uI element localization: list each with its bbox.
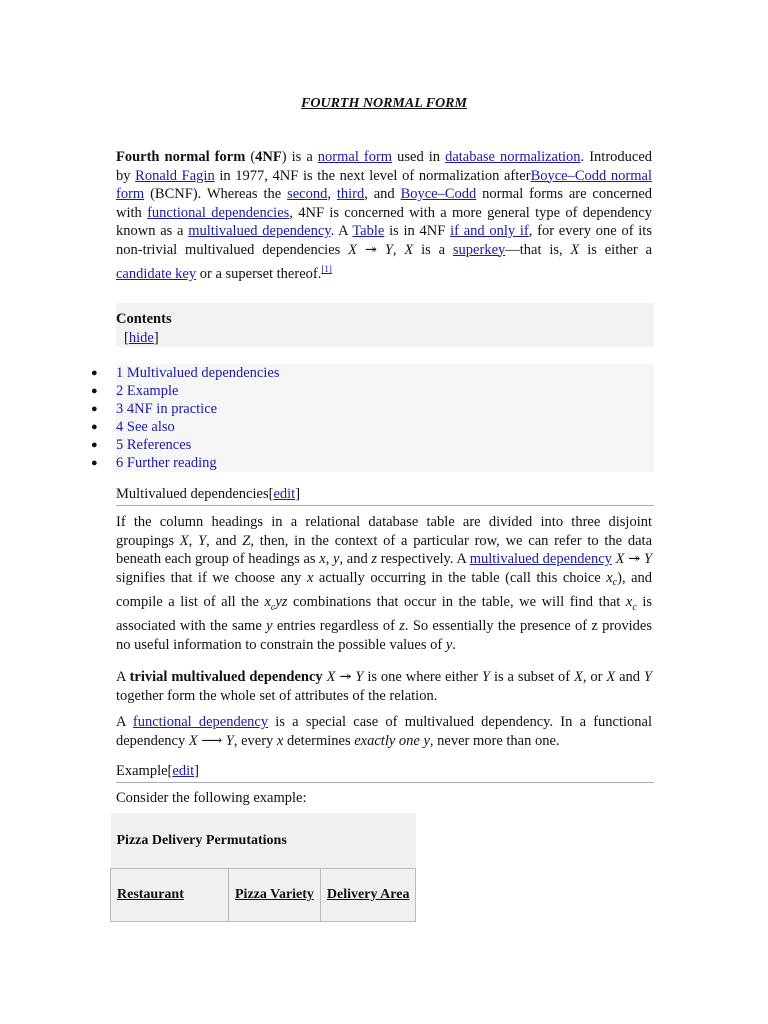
bracket: [ bbox=[268, 486, 274, 502]
text: and bbox=[615, 669, 644, 685]
text: —that is, bbox=[505, 241, 571, 258]
text: , or bbox=[582, 669, 607, 685]
text: A bbox=[116, 714, 133, 730]
text: together form the whole set of attributes of the relation. bbox=[116, 687, 438, 704]
multivalued-paragraph bbox=[116, 513, 652, 654]
text: entries regardless of bbox=[272, 618, 400, 635]
toc-item[interactable] bbox=[91, 418, 654, 436]
toc-item-label: 3 4NF in practice bbox=[116, 401, 218, 417]
toc-hide-toggle bbox=[124, 330, 159, 347]
math: x bbox=[319, 551, 326, 567]
text: normal forms are concerned with bbox=[116, 186, 653, 221]
functional-dependency-paragraph bbox=[116, 713, 652, 750]
link-table[interactable]: Table bbox=[352, 223, 385, 239]
reference-link-1[interactable]: [1] bbox=[321, 264, 332, 274]
intro-paragraph bbox=[116, 148, 652, 283]
toc-item[interactable] bbox=[91, 436, 654, 454]
text: is a bbox=[413, 241, 453, 258]
text: combinations that occur in the table, we will find that bbox=[287, 593, 626, 610]
link-second[interactable]: second bbox=[287, 186, 328, 202]
toc-list bbox=[91, 364, 654, 472]
text: is one where either bbox=[363, 669, 482, 685]
math: yz bbox=[275, 593, 288, 610]
toc-item[interactable] bbox=[91, 400, 654, 418]
link-boyce-codd[interactable]: Boyce–Codd bbox=[400, 186, 477, 202]
math: z bbox=[399, 618, 405, 635]
bracket: ] bbox=[153, 330, 159, 346]
text: or a superset thereof. bbox=[196, 265, 322, 282]
text: , bbox=[392, 241, 405, 258]
edit-link[interactable]: edit bbox=[172, 763, 195, 779]
math: X bbox=[606, 669, 616, 685]
toc-item-label: 1 Multivalued dependencies bbox=[116, 365, 280, 381]
toc-item-label: 6 Further reading bbox=[116, 455, 217, 471]
text: , then, in the context of a particular row, we can refer to the data beneath each group of headings as bbox=[116, 532, 653, 567]
text: , bbox=[327, 186, 337, 202]
table-header-row bbox=[111, 869, 416, 922]
math: X bbox=[573, 669, 583, 685]
bracket: ] bbox=[295, 486, 301, 502]
text: used in bbox=[392, 149, 446, 165]
link-normal-form[interactable]: normal form bbox=[317, 149, 393, 165]
link-functional-dependency[interactable]: functional dependency bbox=[132, 714, 269, 730]
text: signifies that if we choose any bbox=[116, 569, 307, 586]
link-candidate-key[interactable]: candidate key bbox=[116, 265, 197, 282]
text: , bbox=[325, 551, 334, 567]
edit-link[interactable]: edit bbox=[273, 486, 296, 502]
section-heading-example bbox=[116, 763, 654, 783]
math: x bbox=[606, 569, 613, 586]
term-trivial-mvd: trivial multivalued dependency bbox=[129, 669, 323, 685]
bullet-icon: ● bbox=[91, 457, 98, 469]
bullet-icon: ● bbox=[91, 439, 98, 451]
math: X ↠ Y bbox=[611, 551, 653, 567]
toc-item-label: 2 Example bbox=[116, 383, 179, 399]
section-heading-text: Multivalued dependencies bbox=[116, 486, 269, 502]
math-subscript: c bbox=[612, 577, 618, 589]
math: X ⟶ Y bbox=[188, 732, 234, 749]
math: Z bbox=[242, 532, 251, 549]
link-database-normalization[interactable]: database normalization bbox=[445, 149, 581, 165]
text: , never more than one. bbox=[429, 732, 560, 749]
pizza-table bbox=[110, 813, 416, 922]
text: , and bbox=[339, 551, 372, 567]
text: is in 4NF bbox=[384, 223, 451, 239]
link-functional-dependencies[interactable]: functional dependencies bbox=[147, 204, 290, 221]
text: If the column headings in a relational database table are divided into three disjoint groupings bbox=[116, 514, 652, 549]
text: . Introduced by bbox=[116, 149, 653, 184]
table-caption: Pizza Delivery Permutations bbox=[111, 813, 416, 869]
text: A bbox=[116, 669, 130, 685]
math: z bbox=[371, 551, 378, 567]
section-heading-text: Example bbox=[116, 763, 168, 779]
math: X bbox=[179, 532, 189, 549]
toc-item-label: 4 See also bbox=[116, 419, 175, 435]
text: is a subset of bbox=[490, 669, 574, 685]
text: (BCNF). Whereas the bbox=[144, 186, 288, 202]
text: determines bbox=[283, 732, 355, 749]
bracket: ] bbox=[194, 763, 199, 779]
column-header-delivery-area[interactable]: Delivery Area bbox=[320, 869, 416, 922]
toc-item[interactable] bbox=[91, 364, 654, 382]
toc-item-label: 5 References bbox=[116, 437, 192, 453]
document-title: FOURTH NORMAL FORM bbox=[301, 96, 467, 111]
text: , 4NF is concerned with a more general type of dependency known as a bbox=[116, 204, 652, 239]
column-header-restaurant[interactable]: Restaurant bbox=[111, 869, 229, 922]
math-subscript: c bbox=[270, 601, 276, 613]
link-if-and-only-if[interactable]: if and only if bbox=[450, 223, 529, 239]
text: ), and compile a list of all the bbox=[116, 569, 653, 610]
math-x: X bbox=[570, 241, 580, 258]
text: . A bbox=[330, 223, 353, 239]
bullet-icon: ● bbox=[91, 367, 98, 379]
text: is either a bbox=[579, 241, 653, 258]
link-multivalued-dependency-2[interactable]: multivalued dependency bbox=[469, 551, 612, 567]
link-third[interactable]: third bbox=[336, 186, 365, 202]
text: . So essentially the presence of z provides no useful information to constrain the possible values of bbox=[116, 618, 653, 653]
toc-hide-link[interactable]: hide bbox=[128, 330, 154, 346]
text: ( bbox=[245, 149, 256, 165]
toc-title: Contents bbox=[116, 311, 172, 327]
math: x bbox=[306, 569, 314, 586]
text: in 1977, 4NF is the next level of normalization after bbox=[214, 167, 531, 184]
math: Y bbox=[481, 669, 491, 685]
term-4nf: Fourth normal form bbox=[116, 149, 246, 165]
math-subscript: c bbox=[632, 601, 637, 613]
text: , and bbox=[206, 532, 243, 549]
column-header-pizza-variety[interactable]: Pizza Variety bbox=[229, 869, 321, 922]
math-x: X bbox=[404, 241, 414, 258]
trivial-paragraph bbox=[116, 668, 652, 705]
text: is a special case of multivalued dependency. In a functional dependency bbox=[116, 714, 652, 749]
emphasis: exactly one y bbox=[354, 732, 430, 749]
link-bcnf[interactable]: Boyce–Codd normal form bbox=[116, 167, 652, 202]
toc-item[interactable] bbox=[91, 382, 654, 400]
toc-item[interactable] bbox=[91, 454, 654, 472]
bullet-icon: ● bbox=[91, 385, 98, 397]
math: y bbox=[445, 636, 453, 653]
bracket: [ bbox=[124, 330, 129, 346]
text: , and bbox=[364, 186, 401, 202]
bullet-icon: ● bbox=[91, 421, 98, 433]
example-intro: Consider the following example: bbox=[116, 790, 307, 806]
math: y bbox=[333, 551, 340, 567]
text: is associated with the same bbox=[116, 593, 652, 635]
text: , for every one of its non-trivial multivalued dependencies bbox=[116, 223, 652, 258]
bullet-icon: ● bbox=[91, 403, 98, 415]
text: . bbox=[452, 636, 456, 653]
link-multivalued-dependency[interactable]: multivalued dependency bbox=[188, 223, 331, 239]
math: x bbox=[625, 593, 633, 610]
bracket: [ bbox=[167, 763, 173, 779]
text: , every bbox=[233, 732, 277, 749]
text: respectively. A bbox=[377, 551, 470, 567]
math-mvd: X ↠ Y bbox=[348, 241, 393, 258]
math: X ↠ Y bbox=[322, 669, 364, 685]
link-ronald-fagin[interactable]: Ronald Fagin bbox=[135, 167, 215, 184]
math: y bbox=[266, 618, 273, 635]
math: x bbox=[264, 593, 271, 610]
math: x bbox=[276, 732, 284, 749]
link-superkey[interactable]: superkey bbox=[452, 241, 506, 258]
text: ) is a bbox=[281, 149, 318, 165]
section-heading-multivalued bbox=[116, 486, 654, 506]
text: , bbox=[188, 532, 199, 549]
toc-box bbox=[116, 303, 654, 347]
text: actually occurring in the table (call this choice bbox=[313, 569, 607, 586]
math: Y bbox=[643, 669, 652, 685]
math: Y bbox=[198, 532, 207, 549]
term-abbrev: 4NF bbox=[255, 149, 282, 165]
